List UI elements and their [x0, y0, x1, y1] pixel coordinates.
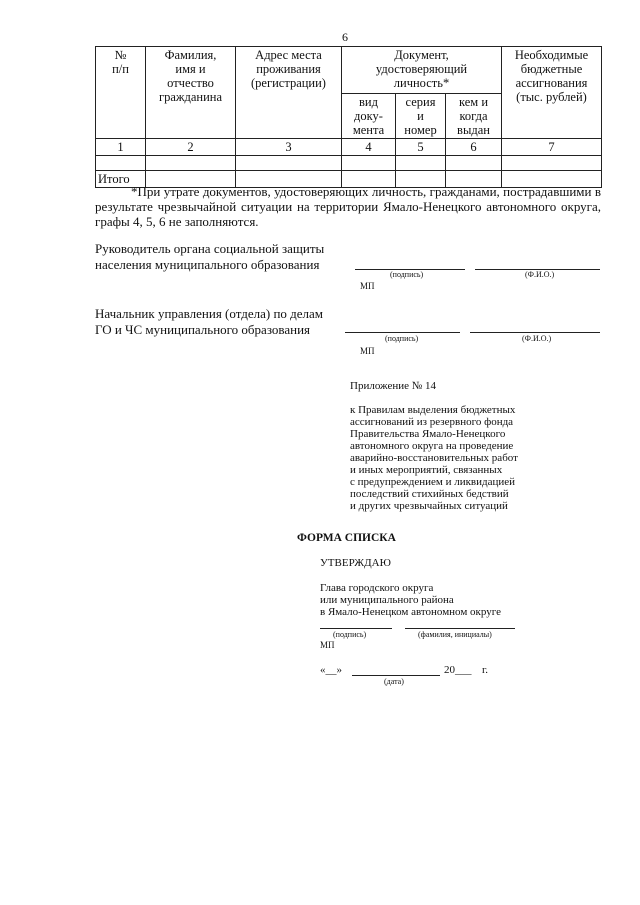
signature2-podpis-caption: (подпись)	[385, 334, 419, 343]
approve-sign-line	[320, 628, 392, 629]
approve-name-line	[405, 628, 515, 629]
appendix-title: Приложение № 14	[350, 380, 437, 392]
approve-date-caption: (дата)	[384, 677, 404, 686]
column-numbers-row: 1 2 3 4 5 6 7	[96, 139, 602, 156]
signature1-podpis-caption: (подпись)	[390, 270, 424, 279]
approve-text: Глава городского округа или муниципального района в Ямало-Ненецком автономном округе	[320, 582, 502, 618]
approve-date-line	[352, 675, 440, 676]
footnote: *При утрате документов, удостоверяющих личность, гражданами, пострадавшими в результате чрезвычайной ситуации на территории Ямало-Ненецкого автономного округа, графы 4, 5, 6 не заполняются.	[95, 184, 601, 229]
approve-date-open: «__»	[320, 664, 342, 676]
approve-title: УТВЕРЖДАЮ	[320, 557, 391, 569]
approve-date-year: 20___	[444, 664, 472, 676]
header-document: Документ, удостоверяющий личность*	[342, 47, 502, 94]
header-funding: Необходимые бюджетные ассигнования (тыс. рублей)	[502, 47, 602, 139]
approve-fio-caption: (фамилия, инициалы)	[418, 630, 492, 639]
approve-mp: МП	[320, 640, 335, 650]
appendix-text: к Правилам выделения бюджетных ассигнований из резервного фонда Правительства Ямало-Ненецкого автономного округа на проведение аварийно-восстановительных работ и иных мероприятий, связанных с предупреждением и ликвидацией последствий стихийных бедствий и других чрезвычайных ситуаций	[350, 404, 518, 512]
victims-table	[95, 46, 602, 188]
signature2-position: Начальник управления (отдела) по делам ГО и ЧС муниципального образования	[95, 306, 324, 337]
header-doc-issued: кем и когда выдан	[446, 94, 502, 139]
signature1-position: Руководитель органа социальной защиты населения муниципального образования	[95, 241, 325, 272]
table-row	[96, 156, 602, 171]
page-number: 6	[342, 30, 348, 44]
header-num: № п/п	[96, 47, 146, 139]
signature1-mp: МП	[360, 281, 375, 291]
signature2-mp: МП	[360, 346, 375, 356]
header-doc-series: серия и номер	[396, 94, 446, 139]
signature2-sign-line	[345, 332, 460, 333]
approve-podpis-caption: (подпись)	[333, 630, 367, 639]
form-title: ФОРМА СПИСКА	[297, 532, 396, 544]
signature2-name-line	[470, 332, 600, 333]
total-label: Итого	[96, 171, 146, 188]
signature1-fio-caption: (Ф.И.О.)	[525, 270, 555, 279]
header-doc-type: вид доку- мента	[342, 94, 396, 139]
header-fio: Фамилия, имя и отчество гражданина	[146, 47, 236, 139]
approve-date-suffix: г.	[482, 664, 489, 676]
signature2-fio-caption: (Ф.И.О.)	[522, 334, 552, 343]
header-address: Адрес места проживания (регистрации)	[236, 47, 342, 139]
